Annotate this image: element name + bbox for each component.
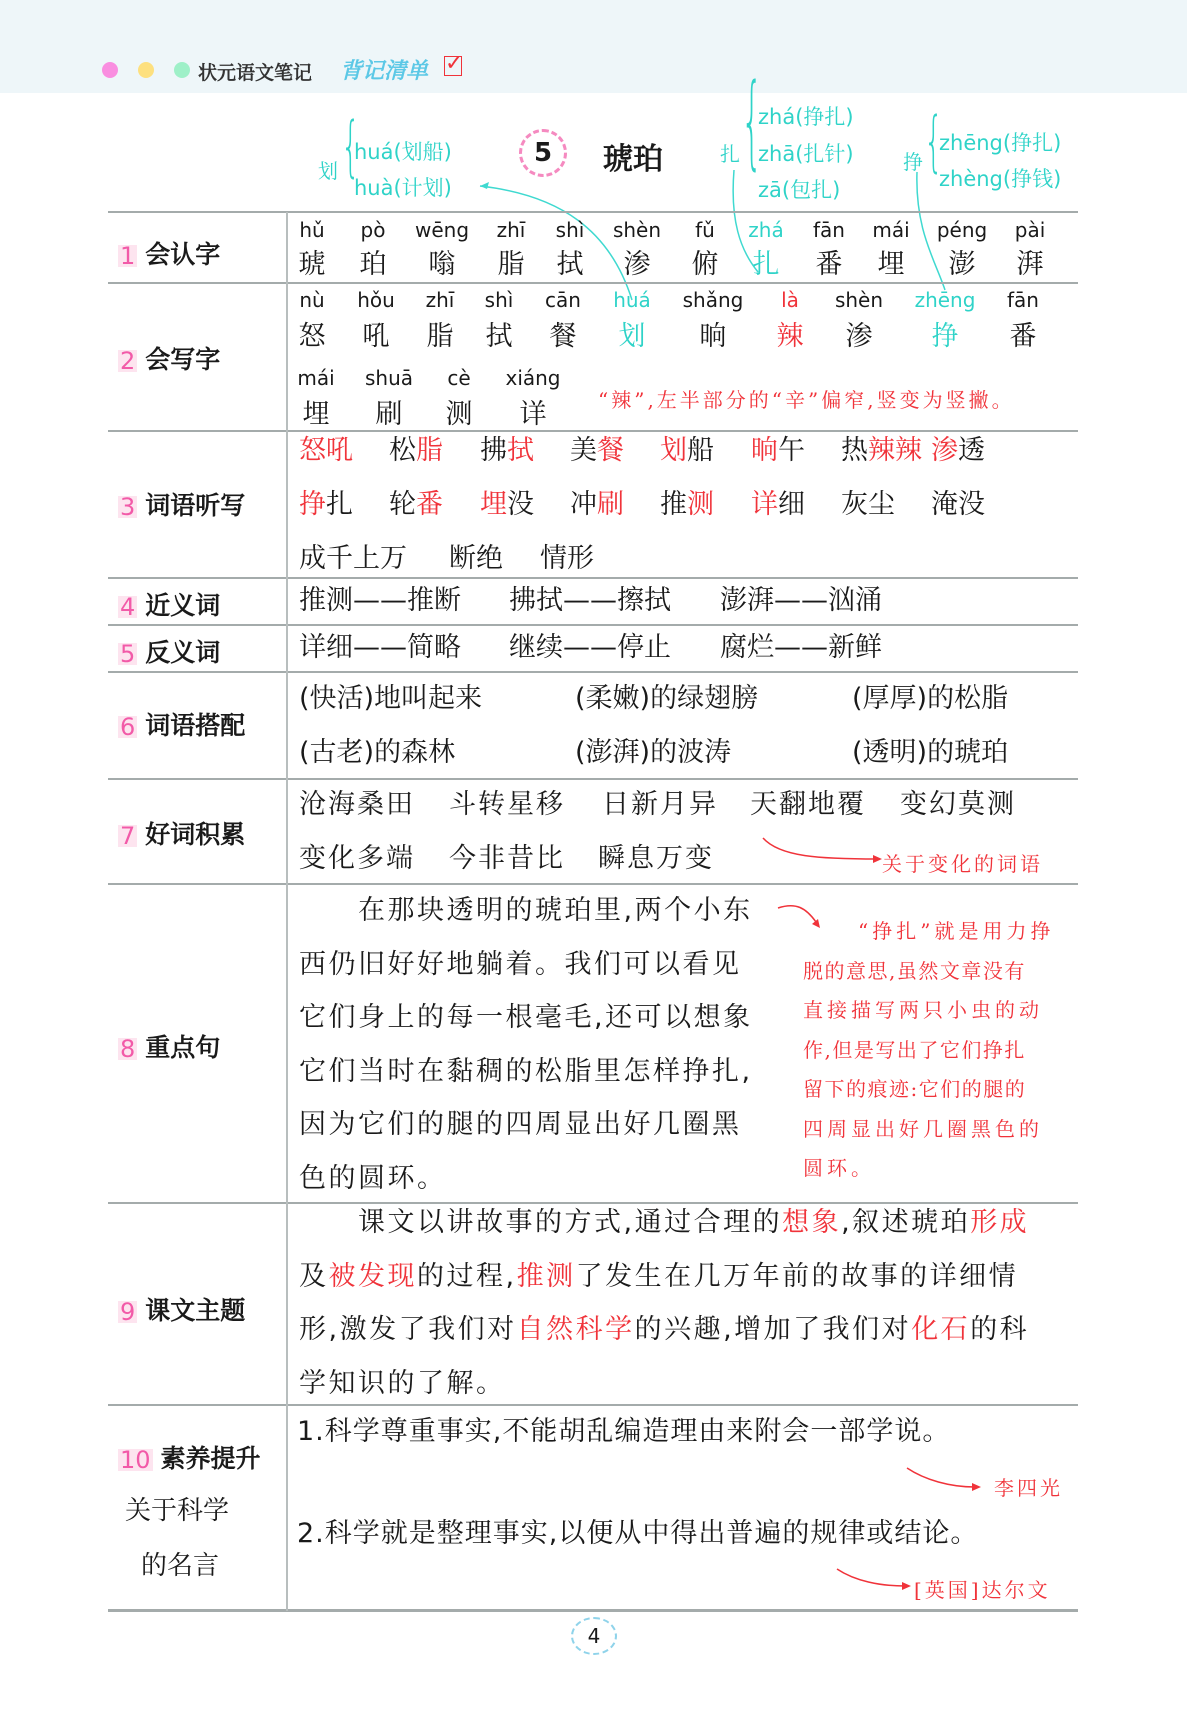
text: 的兴趣,增加了我们对 <box>634 1314 912 1345</box>
row-divider <box>108 577 1078 579</box>
section-number: 8 <box>120 1035 136 1063</box>
section-title: 会写字 <box>145 345 221 374</box>
section-title: 课文主题 <box>145 1296 246 1325</box>
row-divider <box>108 778 1078 780</box>
row-divider <box>108 282 1078 284</box>
character: 辣 <box>776 321 804 352</box>
key-sentence-note: 留下的痕迹:它们的腿的 <box>803 1077 1027 1101</box>
quote-text: 1.科学尊重事实,不能胡乱编造理由来附会一部学说。 <box>297 1416 951 1447</box>
row-divider <box>108 624 1078 626</box>
key-sentence-note: 作,但是写出了它们挣扎 <box>803 1037 1026 1062</box>
pinyin: xiáng <box>505 366 561 390</box>
arrow-icon <box>835 1566 915 1596</box>
theme-line <box>299 1368 506 1400</box>
row-divider <box>108 883 1078 885</box>
character: 挣 <box>931 321 959 352</box>
text: 及 <box>299 1260 329 1292</box>
dictation-word <box>299 435 353 467</box>
highlighted-text: 刷 <box>597 489 624 520</box>
section-label-7 <box>118 815 245 851</box>
dictation-word <box>931 435 985 467</box>
section-title: 重点句 <box>145 1033 221 1062</box>
word-pair: 继续——停止 <box>509 632 671 663</box>
dictation-word <box>480 489 534 521</box>
character: 湃 <box>1016 249 1044 280</box>
character: 渗 <box>623 249 651 280</box>
text: 透 <box>958 435 985 466</box>
text: ,叙述琥珀 <box>841 1207 971 1238</box>
section-title: 会认字 <box>145 240 221 269</box>
highlighted-text: 被发现 <box>328 1260 417 1292</box>
section-number: 9 <box>120 1298 136 1326</box>
text: 轮 <box>389 489 416 520</box>
highlighted-text: 想象 <box>782 1207 842 1238</box>
character: 番 <box>1009 321 1037 352</box>
connector-hua-arrow-icon <box>480 182 489 189</box>
key-sentence-line: 在那块透明的琥珀里,两个小东 <box>358 895 753 926</box>
key-sentence-note: 四周显出好几圈黑色的 <box>803 1116 1043 1141</box>
polyphone-reading: huá(划船) <box>354 140 452 164</box>
pinyin: mái <box>872 218 910 242</box>
polyphone-reading: zhā(扎针) <box>758 142 854 166</box>
polyphone-reading: zhēng(挣扎) <box>939 131 1062 155</box>
highlighted-text: 形成 <box>970 1207 1030 1238</box>
section-title: 词语搭配 <box>145 711 246 740</box>
row-divider <box>108 1202 1078 1204</box>
section-label-2 <box>118 340 220 376</box>
text: 细 <box>778 489 805 520</box>
section-title: 素养提升 <box>160 1444 261 1473</box>
polyphone-reading: zhèng(挣钱) <box>939 167 1062 191</box>
key-sentence-line: 它们当时在黏稠的松脂里怎样挣扎, <box>299 1055 753 1087</box>
character: 埋 <box>877 249 905 280</box>
key-sentence-note: 脱的意思,虽然文章没有 <box>803 958 1026 983</box>
character: 脂 <box>497 249 525 280</box>
character: 晌 <box>699 321 727 352</box>
character: 脂 <box>426 321 454 352</box>
text: 美 <box>570 435 597 466</box>
lesson-title: 琥珀 <box>603 142 663 177</box>
writing-note: “辣”,左半部分的“辛”偏窄,竖变为竖撇。 <box>598 388 1015 412</box>
dictation-word <box>480 435 534 467</box>
lesson-number: 5 <box>519 129 567 177</box>
highlighted-text: 番 <box>416 489 443 520</box>
dictation-word <box>931 489 985 521</box>
row-divider <box>108 1609 1078 1612</box>
dictation-word <box>389 435 443 467</box>
checkbox-check-icon: ✓ <box>445 51 464 76</box>
section-label-6 <box>118 706 245 742</box>
pinyin: cè <box>447 366 471 390</box>
dictation-word <box>540 543 594 575</box>
section-number: 7 <box>120 822 136 850</box>
highlighted-text: 渗 <box>931 435 958 466</box>
text: 拂 <box>480 435 507 466</box>
character: 埋 <box>302 399 330 430</box>
text: 松 <box>389 435 416 466</box>
section-label-4 <box>118 586 220 622</box>
pinyin: shì <box>555 218 585 242</box>
section-number: 2 <box>120 347 136 375</box>
pinyin: pài <box>1014 218 1046 242</box>
pinyin: péng <box>936 218 988 242</box>
collocation: (澎湃)的波涛 <box>575 737 732 768</box>
section-10-sublabel: 关于科学 <box>125 1496 230 1526</box>
dictation-word <box>449 543 503 575</box>
character: 拭 <box>485 321 513 352</box>
section-label-3 <box>118 486 245 522</box>
highlighted-text: 拭 <box>507 435 534 466</box>
brace-icon: { <box>924 104 944 181</box>
highlighted-text: 挣 <box>299 489 326 520</box>
section-number: 10 <box>120 1446 151 1474</box>
key-sentence-note: 直接描写两只小虫的动 <box>803 998 1043 1022</box>
section-title: 近义词 <box>145 591 221 620</box>
idiom: 斗转星移 <box>449 789 565 820</box>
pinyin: fān <box>813 218 845 242</box>
pinyin: là <box>781 288 799 312</box>
highlighted-text: 划 <box>660 435 687 466</box>
text: 扎 <box>326 489 353 520</box>
idiom: 沧海桑田 <box>299 789 415 820</box>
section-label-1 <box>118 235 220 271</box>
pinyin: hǒu <box>357 288 395 312</box>
arrow-icon <box>760 835 885 865</box>
dictation-word <box>299 489 353 521</box>
highlighted-text: 化石 <box>911 1314 971 1345</box>
character: 澎 <box>948 249 976 280</box>
highlighted-text: 餐 <box>597 435 624 466</box>
character: 详 <box>519 399 547 430</box>
highlighted-text: 埋 <box>480 489 507 520</box>
dictation-word <box>299 543 407 575</box>
pinyin: shèn <box>612 218 662 242</box>
text: 船 <box>687 435 714 466</box>
character: 俯 <box>691 249 719 280</box>
section-label-5 <box>118 633 220 669</box>
text: 成千上万 <box>299 543 407 574</box>
pinyin: huá <box>613 288 651 312</box>
dictation-word <box>660 489 714 521</box>
character: 划 <box>618 321 646 352</box>
pinyin: shuā <box>364 366 414 390</box>
text: 的过程, <box>417 1260 517 1292</box>
text: 学知识的了解。 <box>299 1367 506 1399</box>
idiom: 变幻莫测 <box>900 789 1016 820</box>
section-number: 6 <box>120 713 136 741</box>
word-pair: 拂拭——擦拭 <box>509 585 671 616</box>
key-sentence-line: 它们身上的每一根毫毛,还可以想象 <box>299 1002 753 1033</box>
highlighted-text: 脂 <box>416 435 443 466</box>
section-label-9 <box>118 1291 245 1327</box>
collocation: (柔嫩)的绿翅膀 <box>575 683 759 714</box>
highlighted-text: 自然科学 <box>516 1314 635 1345</box>
polyphone-reading: zā(包扎) <box>758 178 841 202</box>
character: 渗 <box>845 321 873 352</box>
pinyin: mái <box>297 366 335 390</box>
character: 怒 <box>298 321 326 352</box>
key-sentence-line: 色的圆环。 <box>299 1162 447 1194</box>
pinyin: zhá <box>748 218 784 242</box>
key-sentence-line: 因为它们的腿的四周显出好几圈黑 <box>299 1109 742 1140</box>
highlighted-text: 详 <box>751 489 778 520</box>
pinyin: hǔ <box>299 218 325 242</box>
collocation: (透明)的琥珀 <box>852 737 1009 768</box>
text: 的科 <box>970 1314 1030 1345</box>
section-label-10 <box>118 1439 261 1475</box>
idiom: 天翻地覆 <box>750 789 866 820</box>
page-number: 4 <box>571 1617 617 1655</box>
pinyin: pò <box>360 218 386 242</box>
pinyin: zhī <box>496 218 526 242</box>
theme-line <box>358 1207 1029 1239</box>
character: 测 <box>445 399 473 430</box>
pinyin: shì <box>484 288 514 312</box>
idiom: 变化多端 <box>299 843 415 874</box>
dictation-word <box>841 435 922 467</box>
dictation-word <box>841 489 895 521</box>
idiom: 今非昔比 <box>449 843 565 874</box>
character: 刷 <box>375 399 403 430</box>
character: 嗡 <box>428 249 456 280</box>
row-divider <box>108 430 1078 432</box>
text: 午 <box>778 435 805 466</box>
dictation-word <box>660 435 714 467</box>
quote-author: 李四光 <box>994 1476 1063 1500</box>
connector-lines <box>0 0 1187 330</box>
section-label-8 <box>118 1028 220 1064</box>
key-sentence-line: 西仍旧好好地躺着。我们可以看见 <box>299 948 742 980</box>
highlighted-text: 怒吼 <box>299 435 353 466</box>
text: 淹没 <box>931 489 985 520</box>
text: 灰尘 <box>841 489 895 520</box>
character: 扎 <box>752 249 780 280</box>
dictation-word <box>570 435 624 467</box>
arrow-icon <box>776 900 826 930</box>
brace-icon: { <box>341 109 361 186</box>
word-pair: 腐烂——新鲜 <box>720 632 882 663</box>
key-sentence-note: 圆环。 <box>803 1156 875 1180</box>
section-number: 3 <box>120 493 136 521</box>
pinyin: shèn <box>834 288 884 312</box>
highlighted-text: 辣辣 <box>868 435 922 466</box>
pinyin: fān <box>1007 288 1039 312</box>
theme-line <box>299 1261 1018 1293</box>
row-divider <box>108 671 1078 673</box>
pinyin: nù <box>299 288 325 312</box>
idiom-note: 关于变化的词语 <box>882 852 1043 876</box>
polyphone-reading: huà(计划) <box>354 176 452 200</box>
word-pair: 推测——推断 <box>299 585 461 616</box>
quote-text: 2.科学就是整理事实,以便从中得出普遍的规律或结论。 <box>297 1518 979 1549</box>
pinyin: shǎng <box>682 288 744 312</box>
text: 没 <box>507 489 534 520</box>
text: 形,激发了我们对 <box>299 1314 517 1345</box>
section-number: 1 <box>120 242 136 270</box>
highlighted-text: 晌 <box>751 435 778 466</box>
polyphone-char-hua: 划 <box>318 159 338 183</box>
section-title: 好词积累 <box>145 820 246 849</box>
word-pair: 详细——简略 <box>299 632 461 663</box>
character: 吼 <box>362 321 390 352</box>
pinyin: zhēng <box>914 288 976 312</box>
quote-author: [英国]达尔文 <box>914 1578 1051 1602</box>
section-number: 5 <box>120 640 136 668</box>
pinyin: fǔ <box>695 218 715 242</box>
section-title: 词语听写 <box>145 491 246 520</box>
column-divider <box>286 212 288 1611</box>
section-subtitle: 背记清单 <box>340 59 429 84</box>
pinyin: wēng <box>414 218 470 242</box>
pinyin: zhī <box>425 288 455 312</box>
polyphone-char-zheng: 挣 <box>903 150 923 174</box>
brand-title: 状元语文笔记 <box>198 62 313 84</box>
brace-icon: { <box>741 63 763 183</box>
character: 琥 <box>298 249 326 280</box>
pinyin: cān <box>545 288 581 312</box>
character: 番 <box>815 249 843 280</box>
dictation-word <box>570 489 624 521</box>
dictation-word <box>751 435 805 467</box>
idiom: 瞬息万变 <box>598 843 714 874</box>
text: 课文以讲故事的方式,通过合理的 <box>358 1207 783 1238</box>
text: 情形 <box>540 543 594 574</box>
text: 冲 <box>570 489 597 520</box>
collocation: (快活)地叫起来 <box>299 683 483 714</box>
collocation: (古老)的森林 <box>299 737 456 768</box>
text: 了发生在几万年前的故事的详细情 <box>575 1260 1019 1292</box>
row-divider <box>108 211 1078 213</box>
highlighted-text: 推测 <box>516 1260 576 1292</box>
character: 餐 <box>549 321 577 352</box>
character: 拭 <box>556 249 584 280</box>
highlighted-text: 测 <box>687 489 714 520</box>
row-divider <box>108 1404 1078 1406</box>
dictation-word <box>389 489 443 521</box>
polyphone-char-zha: 扎 <box>720 142 740 166</box>
text: 断绝 <box>449 543 503 574</box>
dictation-word <box>751 489 805 521</box>
theme-line <box>299 1314 1029 1346</box>
arrow-icon <box>905 1465 985 1495</box>
section-number: 4 <box>120 593 136 621</box>
word-pair: 澎湃——汹涌 <box>720 585 882 616</box>
polyphone-reading: zhá(挣扎) <box>758 105 854 129</box>
key-sentence-note: “挣扎”就是用力挣 <box>858 919 1055 943</box>
collocation: (厚厚)的松脂 <box>852 683 1009 714</box>
idiom: 日新月异 <box>602 789 718 820</box>
text: 热 <box>841 435 868 466</box>
text: 推 <box>660 489 687 520</box>
section-10-sublabel: 的名言 <box>141 1551 220 1581</box>
section-title: 反义词 <box>145 638 221 667</box>
character: 珀 <box>359 249 387 280</box>
